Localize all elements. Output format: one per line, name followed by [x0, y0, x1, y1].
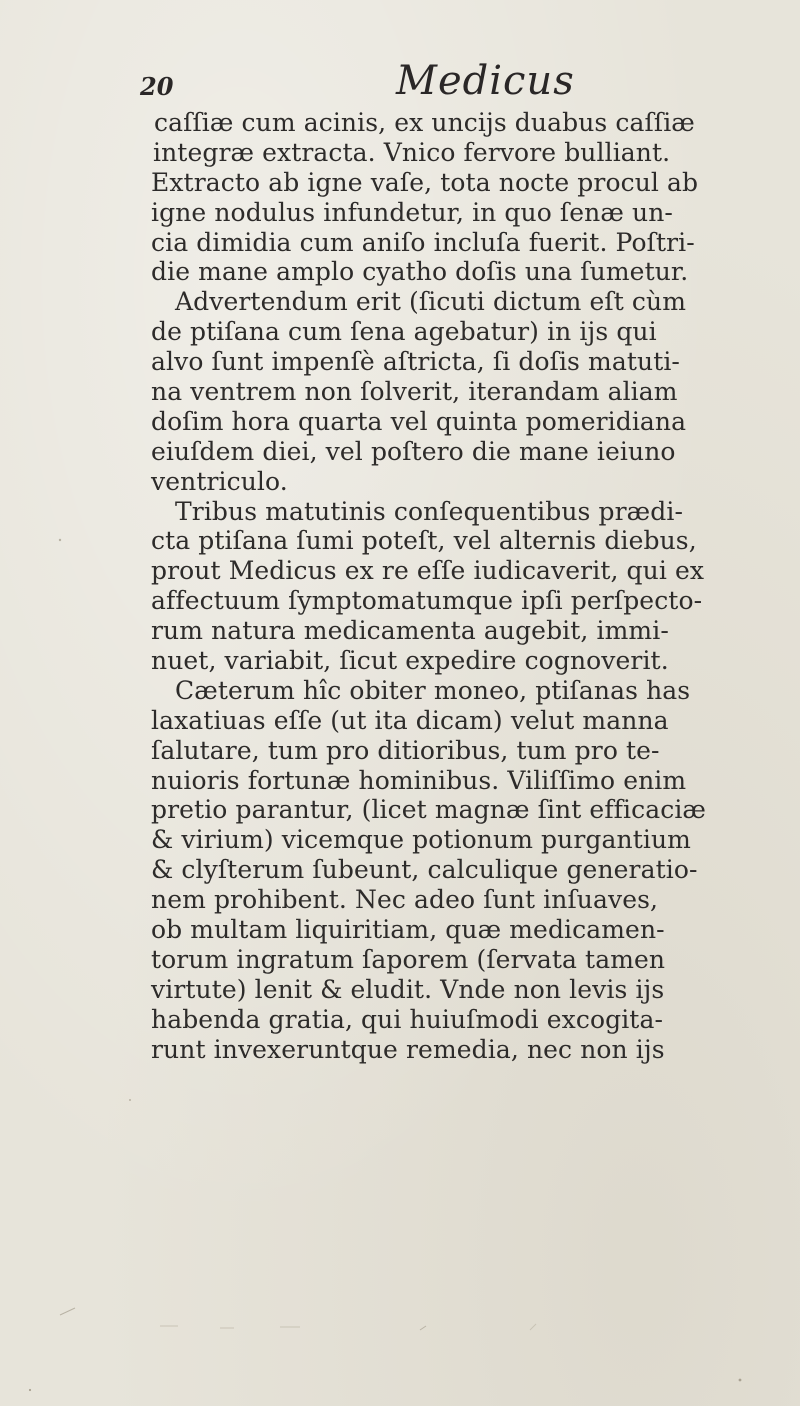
bleed-through-marks [150, 1318, 750, 1338]
text-line: habenda gratia, qui huiuſmodi excogita- [151, 1004, 664, 1034]
text-line: & virium) vicemque potionum purgantium [151, 825, 691, 855]
text-line: Extracto ab igne vaſe, tota nocte procul ab [151, 167, 699, 197]
text-line: ob multam liquiritiam, quæ medicamen- [151, 915, 665, 945]
text-line: nuet, variabit, ſicut expedire cognoverit. [151, 646, 669, 676]
text-line: Tribus matutinis conſequentibus prædi- [175, 496, 683, 526]
text-line: laxatiuas eſſe (ut ita dicam) velut manna [151, 705, 669, 735]
text-line: integræ extracta. Vnico fervore bulliant. [153, 137, 671, 167]
text-line: runt invexeruntque remedia, nec non ijs [151, 1034, 665, 1064]
text-line: ventriculo. [151, 466, 288, 496]
text-line: pretio parantur, (licet magnæ ſint efficaciæ [151, 795, 707, 825]
text-line: torum ingratum ſaporem (ſervata tamen [151, 944, 666, 974]
page-header [120, 58, 680, 110]
text-line: eiuſdem diei, vel poſtero die mane ieiuno [151, 436, 676, 466]
text-line: ſalutare, tum pro ditioribus, tum pro te- [151, 735, 660, 765]
text-line: rum natura medicamenta augebit, immi- [151, 616, 669, 646]
text-line: cia dimidia cum aniſo incluſa fuerit. Poſtri- [151, 227, 695, 257]
text-line: Cæterum hîc obiter moneo, ptiſanas has [175, 675, 691, 705]
text-line: die mane amplo cyatho doſis una ſumetur. [151, 257, 689, 287]
text-line: igne nodulus infundetur, in quo ſenæ un- [151, 197, 673, 227]
text-line: cta ptiſana ſumi poteſt, vel alternis diebus, [151, 526, 697, 556]
text-line: doſim hora quarta vel quinta pomeridiana [151, 406, 687, 436]
body-text [151, 108, 791, 1065]
text-line: & clyſterum ſubeunt, calculique generatio- [151, 855, 698, 885]
page-number: 20 [140, 72, 174, 101]
text-line: nuioris fortunæ hominibus. Viliſſimo enim [151, 765, 687, 795]
text-line: nem prohibent. Nec adeo ſunt inſuaves, [151, 885, 659, 915]
text-line: virtute) lenit & eludit. Vnde non levis ijs [151, 974, 665, 1004]
text-line: alvo ſunt impenſè aſtricta, ſi doſis matuti- [151, 347, 680, 377]
text-line: prout Medicus ex re eſſe iudicaverit, qui ex [151, 556, 705, 586]
text-line: na ventrem non ſolverit, iterandam aliam [151, 377, 678, 407]
text-line: de ptiſana cum ſena agebatur) in ijs qui [151, 317, 657, 347]
text-line: Advertendum erit (ſicuti dictum eſt cùm [175, 287, 687, 317]
text-line: caſſiæ cum acinis, ex uncijs duabus caſſiæ [154, 108, 695, 137]
running-title: Medicus [396, 58, 575, 104]
text-line: affectuum ſymptomatumque ipſi perſpecto- [151, 586, 703, 616]
